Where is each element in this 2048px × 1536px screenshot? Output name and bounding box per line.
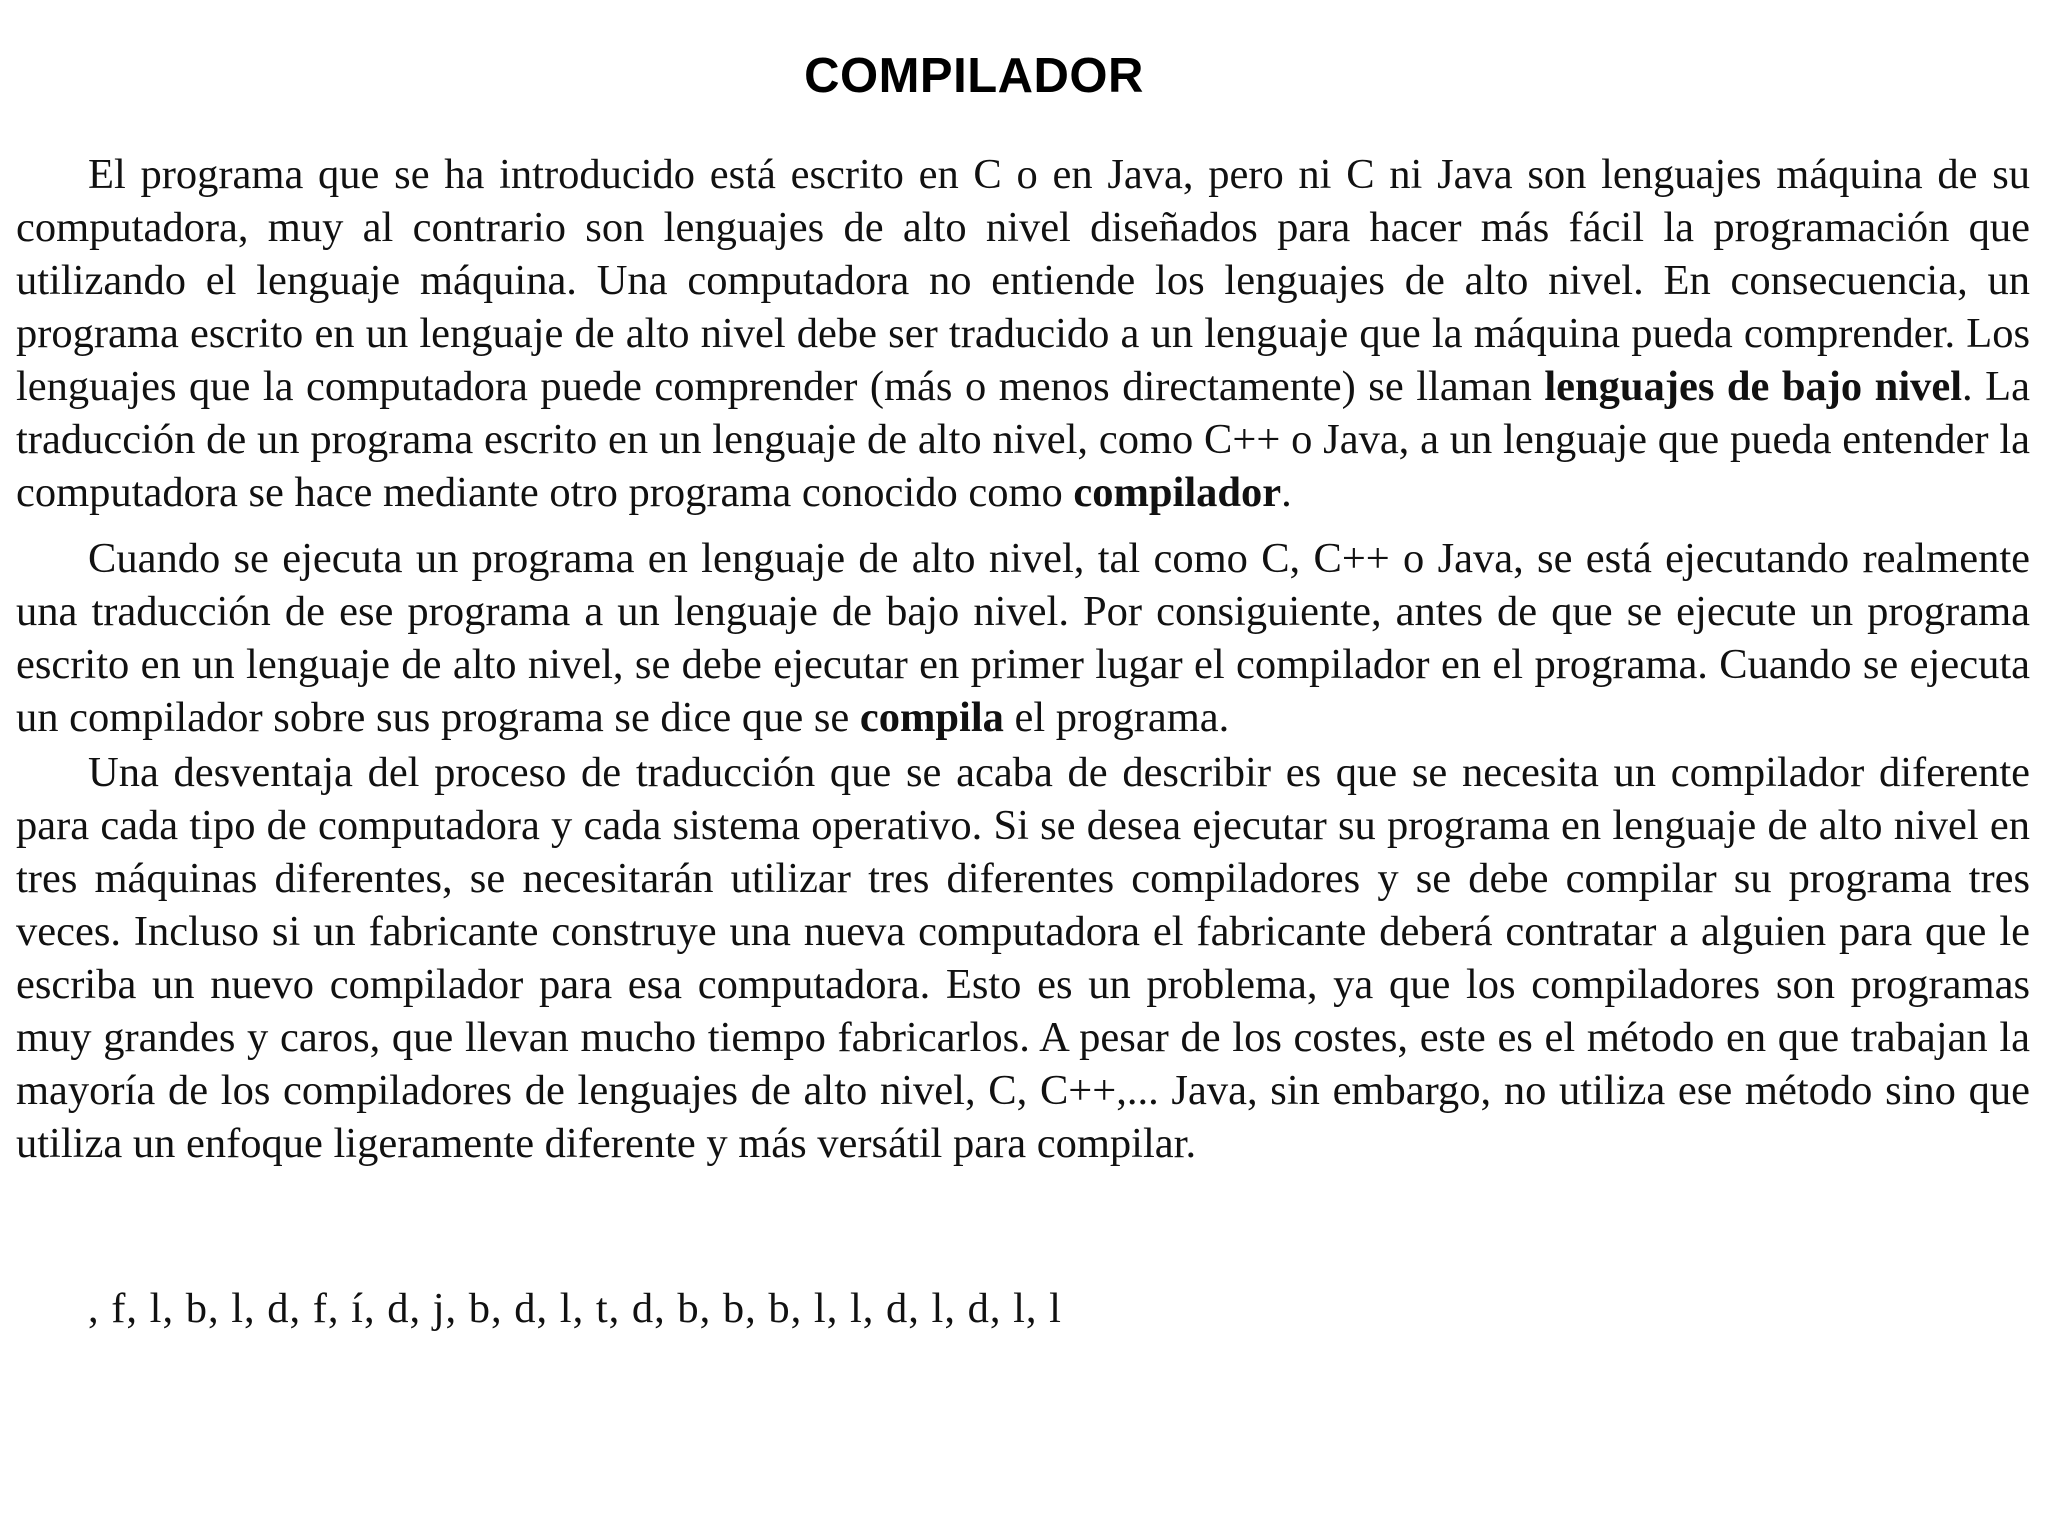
document-body [16,148,2030,1170]
paragraph-1-text-2: . La traducción de un programa escrito en un lenguaje de alto nivel, como C++ o Java, a un lenguaje que pueda entender la computadora se hace mediante otro programa conocido como [16,363,2031,516]
paragraph-1-text-1: El programa que se ha introducido está escrito en C o en Java, pero ni C ni Java son lenguajes máquina de su computadora, muy al contrario son lenguajes de alto nivel diseñados para hacer más fácil la programación que utilizando el lenguaje máquina. Una computadora no entiende los lenguajes de alto nivel. En consecuencia, un programa escrito en un lenguaje de alto nivel debe ser traducido a un lenguaje que la máquina pueda comprender. Los lenguajes que la computadora puede comprender (más o menos directamente) se llaman [16,151,2030,410]
term-compilador: compilador [1073,469,1282,516]
paragraph-3 [16,746,2030,1170]
paragraph-2-text-2: el programa. [1003,694,1230,741]
term-lenguajes-de-bajo-nivel: lenguajes de bajo nivel [1544,363,1963,410]
paragraph-3-text-1: Una desventaja del proceso de traducción que se acaba de describir es que se necesita un compilador diferente para cada tipo de computadora y cada sistema operativo. Si se desea ejecutar su programa en lenguaje de alto nivel en tres máquinas diferentes, se necesitarán utilizar tres diferentes compiladores y se debe compilar su programa tres veces. Incluso si un fabricante construye una nueva computadora el fabricante deberá contratar a alguien para que le escriba un nuevo compilador para esa computadora. Esto es un problema, ya que los compiladores son programas muy grandes y caros, que llevan mucho tiempo fabricarlos. A pesar de los costes, este es el método en que trabajan la mayoría de los compiladores de lenguajes de alto nivel, C, C++,... Java, sin embargo, no utiliza ese método sino que utiliza un enfoque ligeramente diferente y más versátil para compilar. [16,749,2030,1167]
page-title: COMPILADOR [804,49,1144,103]
term-compila: compila [859,694,1004,741]
cropped-next-line [16,1285,2016,1332]
cropped-next-line-glyphs: , f, l, b, l, d, f, í, d, j, b, d, l, t, d, b, b, b, l, l, d, l, d, l, l [88,1285,1062,1332]
paragraph-2 [16,532,2030,744]
paragraph-1 [16,148,2030,519]
paragraph-2-text-1: Cuando se ejecuta un programa en lenguaje de alto nivel, tal como C, C++ o Java, se está ejecutando realmente una traducción de ese programa a un lenguaje de bajo nivel. Por consiguiente, antes de que se ejecute un programa escrito en un lenguaje de alto nivel, se debe ejecutar en primer lugar el compilador en el programa. Cuando se ejecuta un compilador sobre sus programa se dice que se [16,535,2030,741]
paragraph-1-text-3: . [1281,469,1292,516]
